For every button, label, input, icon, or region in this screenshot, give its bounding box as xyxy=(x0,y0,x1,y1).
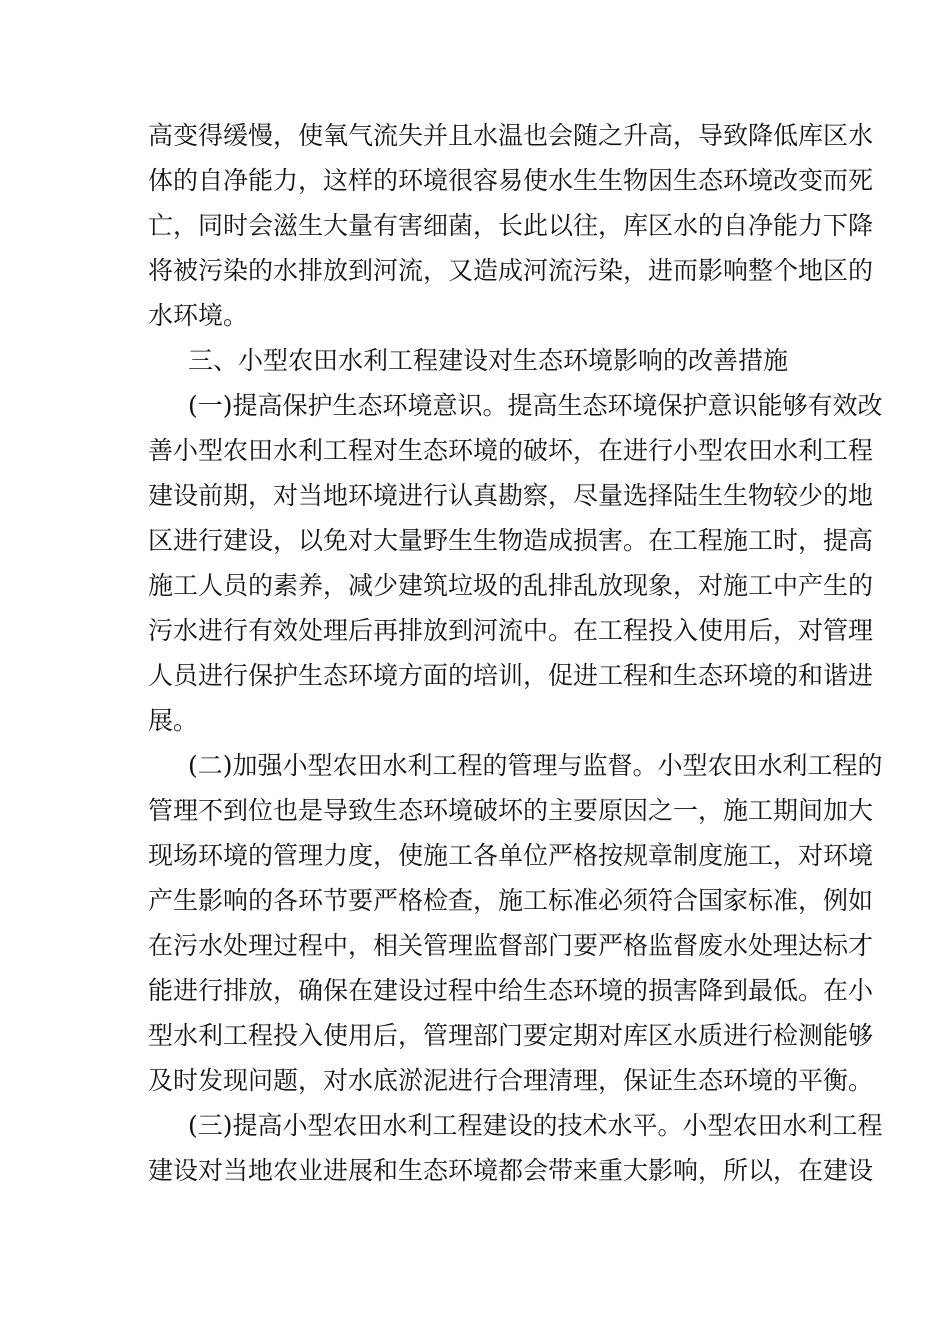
text-line: 高变得缓慢，使氧气流失并且水温也会随之升高，导致降低库区水 xyxy=(148,121,874,150)
text-line: 建设对当地农业进展和生态环境都会带来重大影响，所以，在建设 xyxy=(148,1156,874,1185)
paragraph-start: (一)提高保护生态环境意识。提高生态环境保护意识能够有效改 xyxy=(188,391,883,420)
text-line: 产生影响的各环节要严格检查，施工标准必须符合国家标准，例如 xyxy=(148,886,874,915)
text-line: 能进行排放，确保在建设过程中给生态环境的损害降到最低。在小 xyxy=(148,976,874,1005)
text-line: 区进行建设，以免对大量野生生物造成损害。在工程施工时，提高 xyxy=(148,526,874,555)
text-line: 亡，同时会滋生大量有害细菌，长此以往，库区水的自净能力下降 xyxy=(148,211,874,240)
text-line: 污水进行有效处理后再排放到河流中。在工程投入使用后，对管理 xyxy=(148,616,874,645)
text-line: 及时发现问题，对水底淤泥进行合理清理，保证生态环境的平衡。 xyxy=(148,1066,874,1095)
text-line: 施工人员的素养，减少建筑垃圾的乱排乱放现象，对施工中产生的 xyxy=(148,571,874,600)
text-line: 建设前期，对当地环境进行认真勘察，尽量选择陆生生物较少的地 xyxy=(148,481,874,510)
text-line: 管理不到位也是导致生态环境破坏的主要原因之一，施工期间加大 xyxy=(148,796,874,825)
text-line: 在污水处理过程中，相关管理监督部门要严格监督废水处理达标才 xyxy=(148,931,874,960)
text-line: 水环境。 xyxy=(148,301,249,330)
text-line: 人员进行保护生态环境方面的培训，促进工程和生态环境的和谐进 xyxy=(148,661,874,690)
section-heading: 三、小型农田水利工程建设对生态环境影响的改善措施 xyxy=(188,346,789,375)
paragraph-start: (二)加强小型农田水利工程的管理与监督。小型农田水利工程的 xyxy=(188,751,883,780)
paragraph-start: (三)提高小型农田水利工程建设的技术水平。小型农田水利工程 xyxy=(188,1111,883,1140)
text-line: 展。 xyxy=(148,706,199,735)
text-line: 现场环境的管理力度，使施工各单位严格按规章制度施工，对环境 xyxy=(148,841,874,870)
text-line: 善小型农田水利工程对生态环境的破坏，在进行小型农田水利工程 xyxy=(148,436,874,465)
text-line: 体的自净能力，这样的环境很容易使水生生物因生态环境改变而死 xyxy=(148,166,874,195)
text-line: 将被污染的水排放到河流，又造成河流污染，进而影响整个地区的 xyxy=(148,256,874,285)
text-line: 型水利工程投入使用后，管理部门要定期对库区水质进行检测能够 xyxy=(148,1021,874,1050)
